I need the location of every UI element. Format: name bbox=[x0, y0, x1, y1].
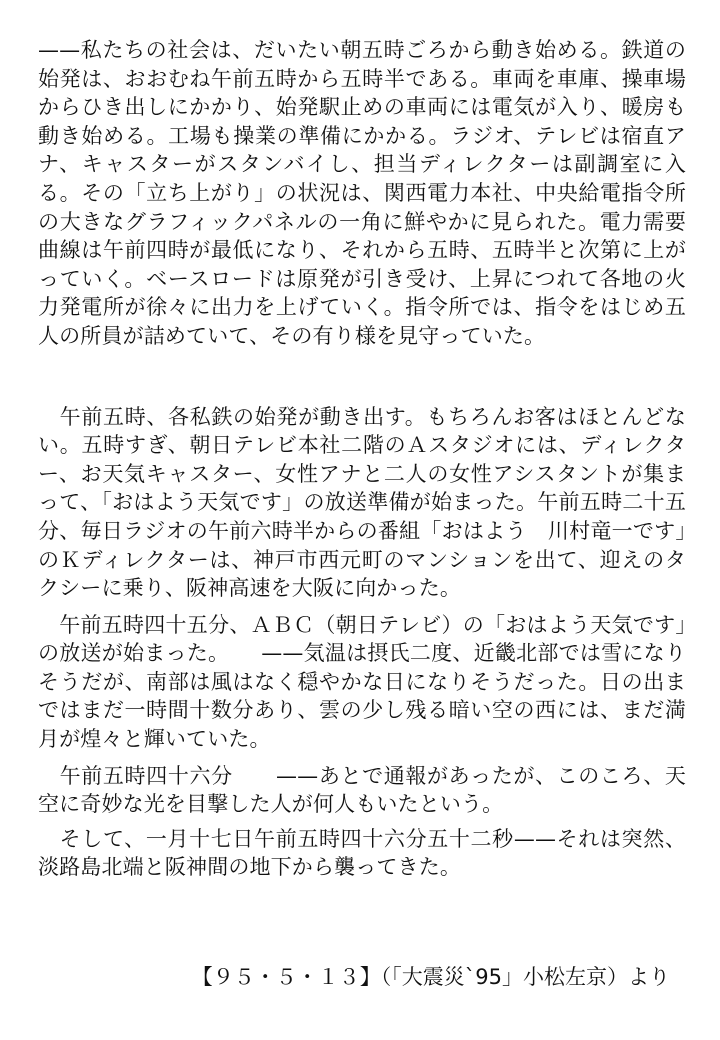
paragraph-weather-broadcast: 午前五時四十五分、ＡＢＣ（朝日テレビ）の「おはよう天気です」の放送が始まった。 ——気温は摂氏二度、近畿北部では雪になりそうだが、南部は風はなく穏やかな日になりそうだった。日の出まではまだ一時間十数分あり、雲の少し残る暗い空の西には、まだ満月が煌々と輝いていた。 bbox=[38, 612, 686, 752]
source-citation: 【９５・５・１３】（「大震災`95」小松左京）より bbox=[191, 965, 670, 989]
paragraph-strange-light: 午前五時四十六分 ——あとで通報があったが、このころ、天空に奇妙な光を目撃した人が何人もいたという。 bbox=[38, 763, 686, 817]
paragraph-power-demand: ——私たちの社会は、だいたい朝五時ごろから動き始める。鉄道の始発は、おおむね午前五時から五時半である。車両を車庫、操車場からひき出しにかかり、始発駅止めの車両には電気が入り、暖房も動き始める。工場も操業の準備にかかる。ラジオ、テレビは宿直アナ、キャスターがスタンバイし、担当ディレクターは副調室に入る。その「立ち上がり」の状況は、関西電力本社、中央給電指令所の大きなグラフィックパネルの一角に鮮やかに見られた。電力需要曲線は午前四時が最低になり、それから五時、五時半と次第に上がっていく。ベースロードは原発が引き受け、上昇につれて各地の火力発電所が徐々に出力を上げていく。指令所では、指令をはじめ五人の所員が詰めていて、その有り様を見守っていた。 bbox=[38, 38, 686, 348]
paragraph-earthquake: そして、一月十七日午前五時四十六分五十二秒——それは突然、淡路島北端と阪神間の地下から襲ってきた。 bbox=[38, 826, 686, 880]
paragraph-five-am: 午前五時、各私鉄の始発が動き出す。もちろんお客はほとんどない。五時すぎ、朝日テレビ本社二階のＡスタジオには、ディレクター、お天気キャスター、女性アナと二人の女性アシスタントが集まって、「おはよう天気です」の放送準備が始まった。午前五時二十五分、毎日ラジオの午前六時半からの番組「おはよう 川村竜一です」のＫディレクターは、神戸市西元町のマンションを出て、迎えのタクシーに乗り、阪神高速を大阪に向かった。 bbox=[38, 404, 686, 601]
document-body bbox=[38, 36, 686, 882]
